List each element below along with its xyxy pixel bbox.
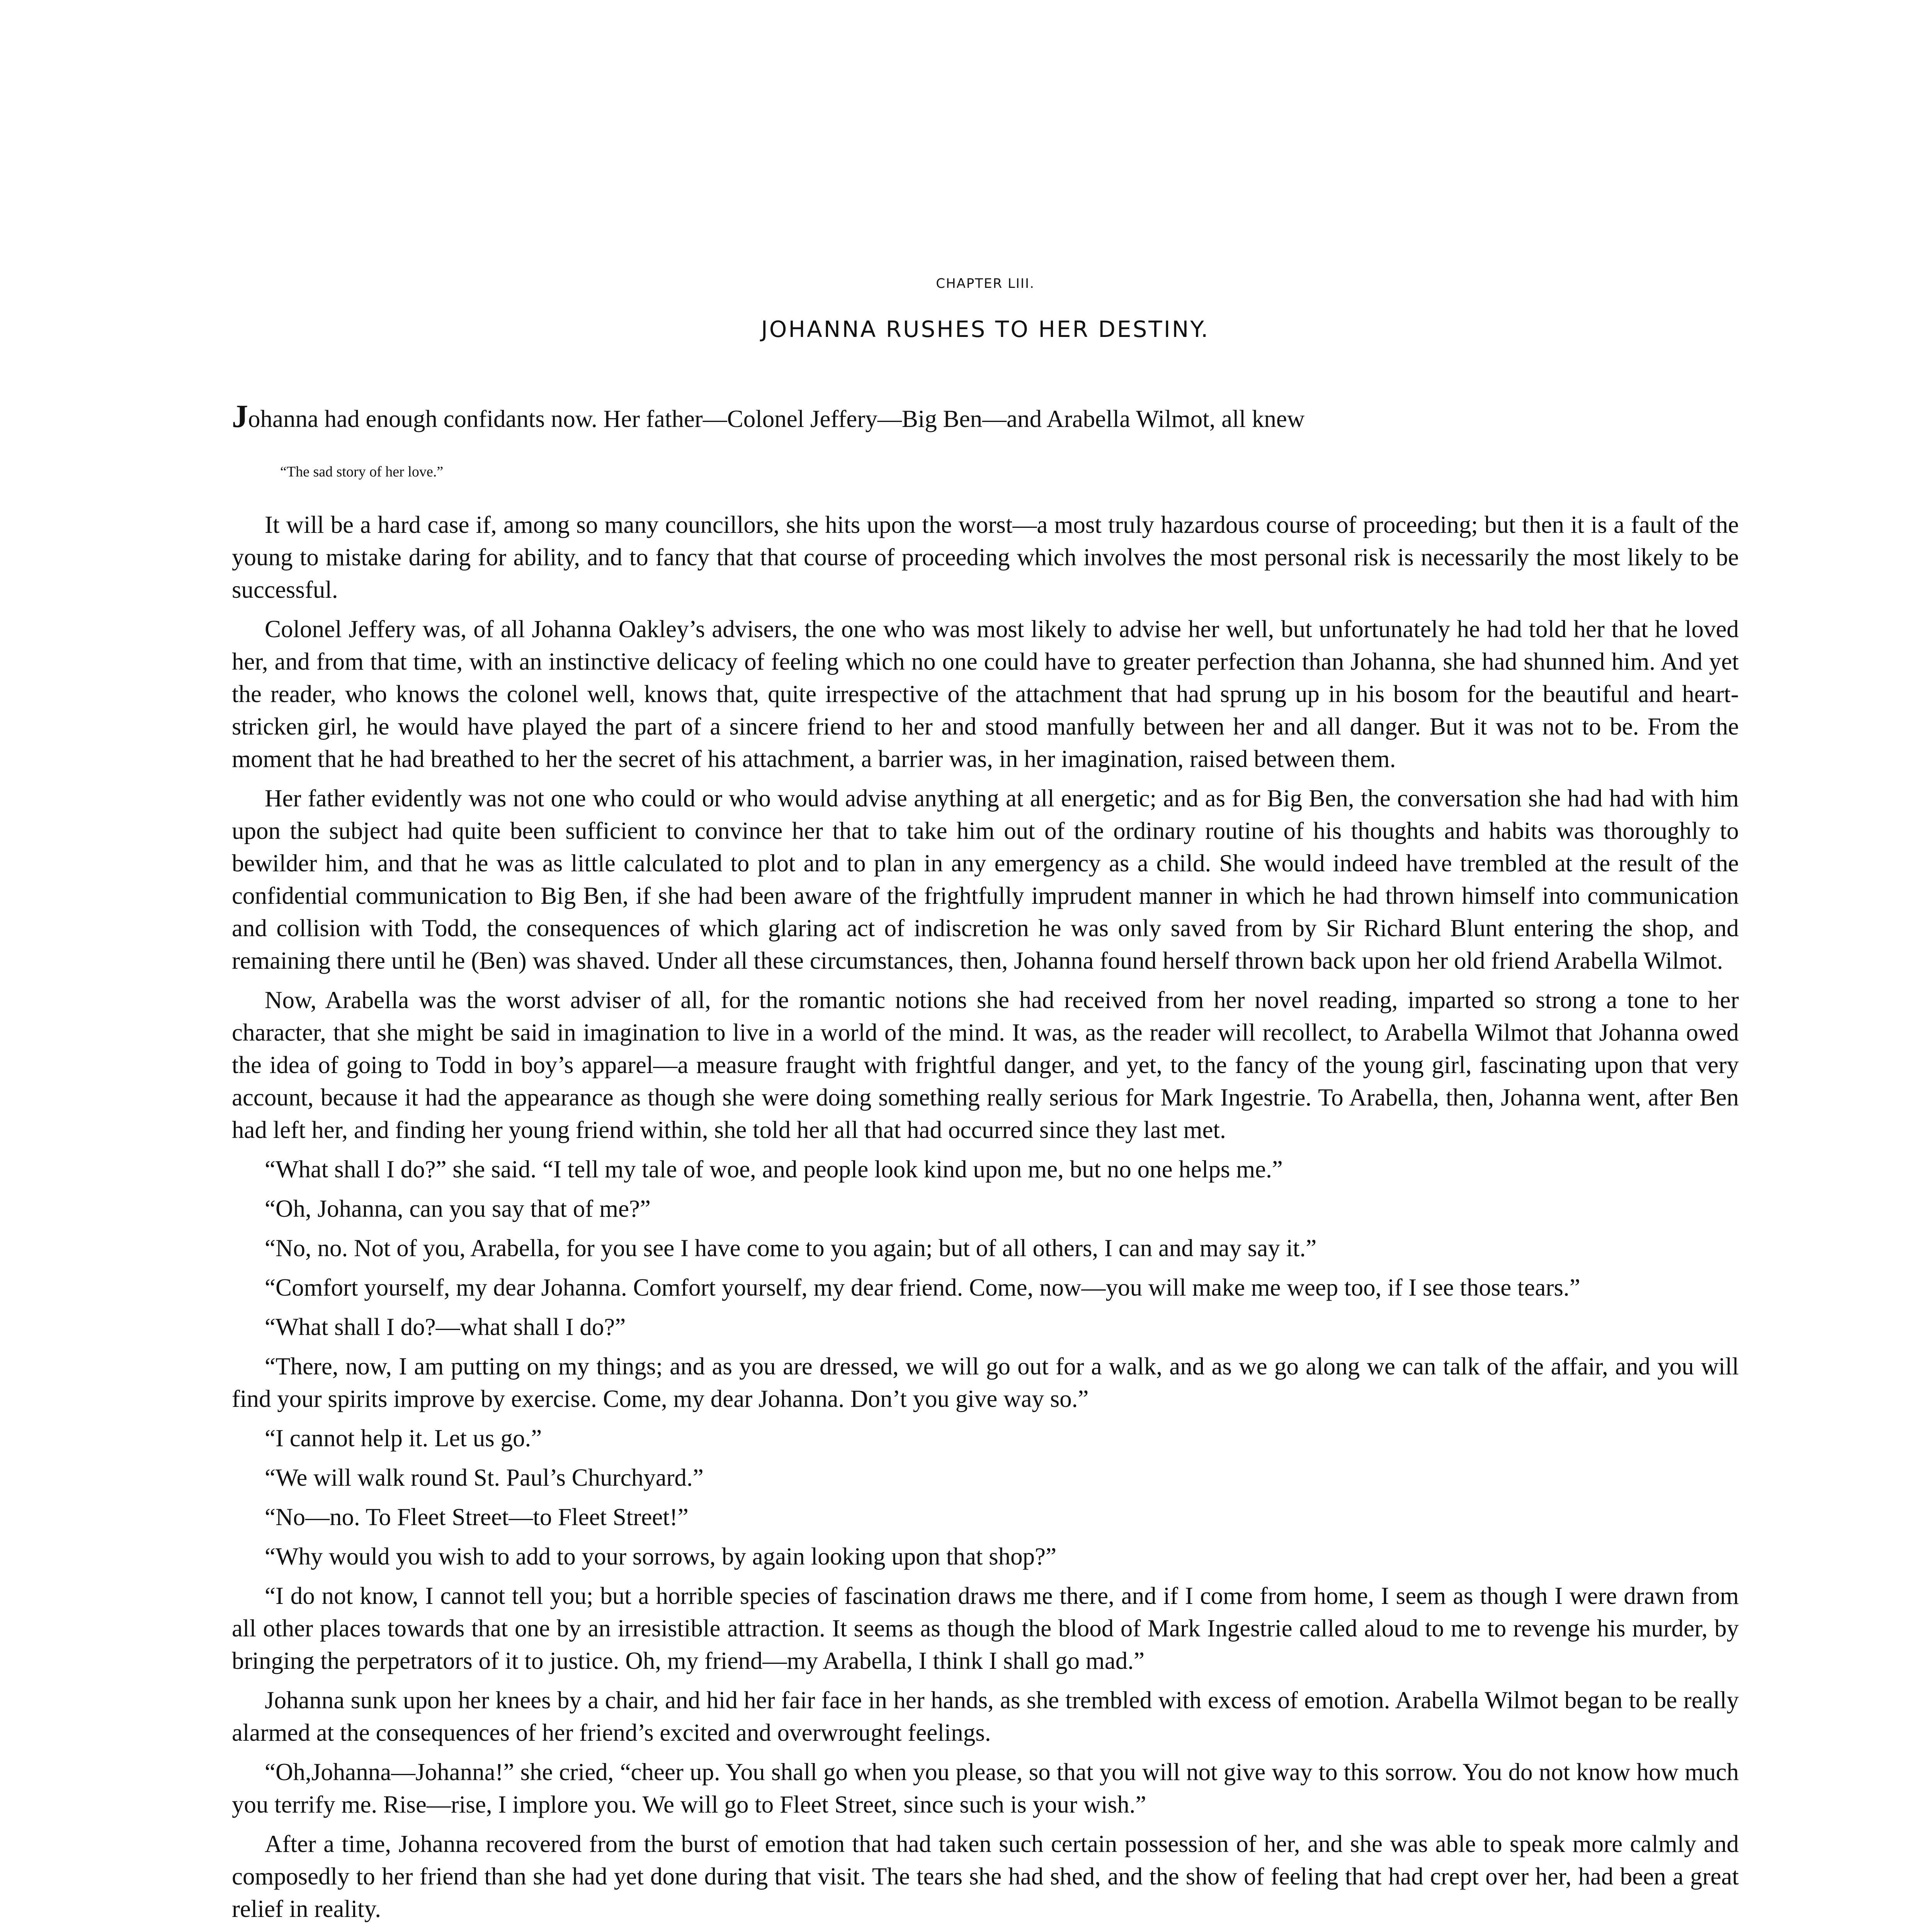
opening-text: ohanna had enough confidants now. Her father—Colonel Jeffery—Big Ben—and Arabella Wilmot, all knew — [248, 405, 1305, 432]
paragraph: “We will walk round St. Paul’s Churchyard.” — [265, 1464, 704, 1491]
paragraph: “I do not know, I cannot tell you; but a horrible species of fascination draws me there, and if I come from home, I seem as though I were drawn from all other places towards that one by an irresistible attraction. It seems as though the blood of Mark Ingestrie called aloud to me to revenge his murder, by bringing the perpetrators of it to justice. Oh, my friend—my Arabella, I think I shall go mad.” — [232, 1582, 1739, 1674]
chapter-body — [232, 400, 1739, 1932]
paragraph: Colonel Jeffery was, of all Johanna Oakley’s advisers, the one who was most likely to advise her well, but unfortunately he had told her that he loved her, and from that time, with an instinctive delicacy of feeling which no one could have to greater perfection than Johanna, she had shunned him. And yet the reader, who knows the colonel well, knows that, quite irrespective of the attachment that had sprung up in his bosom for the beautiful and heart-stricken girl, he would have played the part of a sincere friend to her and stood manfully between her and all danger. But it was not to be. From the moment that he had breathed to her the secret of his attachment, a barrier was, in her imagination, raised between them. — [232, 616, 1739, 772]
paragraph: It will be a hard case if, among so many councillors, she hits upon the worst—a most truly hazardous course of proceeding; but then it is a fault of the young to mistake daring for ability, and to fancy that that course of proceeding which involves the most personal risk is necessarily the most likely to be successful. — [232, 511, 1739, 603]
paragraph: “Oh, Johanna, can you say that of me?” — [265, 1195, 651, 1222]
paragraph: “Comfort yourself, my dear Johanna. Comfort yourself, my dear friend. Come, now—you will make me weep too, if I see those tears.” — [265, 1274, 1580, 1301]
paragraph: “There, now, I am putting on my things; and as you are dressed, we will go out for a walk, and as we go along we can talk of the affair, and you will find your spirits improve by exercise. Come, my dear Johanna. Don’t you give way so.” — [232, 1353, 1739, 1412]
block-quote: “The sad story of her love.” — [280, 464, 444, 480]
paragraph: “What shall I do?—what shall I do?” — [265, 1313, 626, 1340]
paragraph: “I cannot help it. Let us go.” — [265, 1425, 542, 1452]
paragraph: Her father evidently was not one who could or who would advise anything at all energetic; and as for Big Ben, the conversation she had had with him upon the subject had quite been sufficient to convince her that to take him out of the ordinary routine of his thoughts and habits was thoroughly to bewilder him, and that he was as little calculated to plot and to plan in any emergency as a child. She would indeed have trembled at the result of the confidential communication to Big Ben, if she had been aware of the frightfully imprudent manner in which he had thrown himself into communication and collision with Todd, the consequences of which glaring act of indiscretion he was only saved from by Sir Richard Blunt entering the shop, and remaining there until he (Ben) was shaved. Under all these circumstances, then, Johanna found herself thrown back upon her old friend Arabella Wilmot. — [232, 785, 1739, 974]
paragraph: “What shall I do?” she said. “I tell my tale of woe, and people look kind upon me, but no one helps me.” — [265, 1156, 1283, 1183]
opening-paragraph — [232, 400, 1739, 435]
paragraph: “No—no. To Fleet Street—to Fleet Street!” — [265, 1503, 689, 1531]
paragraph: “Why would you wish to add to your sorrows, by again looking upon that shop?” — [265, 1543, 1056, 1570]
paragraph: Now, Arabella was the worst adviser of all, for the romantic notions she had received from her novel reading, imparted so strong a tone to her character, that she might be said in imagination to live in a world of the mind. It was, as the reader will recollect, to Arabella Wilmot that Johanna owed the idea of going to Todd in boy’s apparel—a measure fraught with frightful danger, and yet, to the fancy of the young girl, fascinating upon that very account, because it had the appearance as though she were doing something really serious for Mark Ingestrie. To Arabella, then, Johanna went, after Ben had left her, and finding her young friend within, she told her all that had occurred since they last met. — [232, 986, 1739, 1143]
chapter-title: JOHANNA RUSHES TO HER DESTINY. — [761, 316, 1210, 342]
drop-cap: J — [232, 398, 248, 434]
paragraph: Johanna sunk upon her knees by a chair, and hid her fair face in her hands, as she trembled with excess of emotion. Arabella Wilmot began to be really alarmed at the consequences of her friend’s excited and overwrought feelings. — [232, 1687, 1739, 1746]
chapter-number: CHAPTER LIII. — [936, 276, 1035, 291]
paragraph: “Oh,Johanna—Johanna!” she cried, “cheer up. You shall go when you please, so that you will not give way to this sorrow. You do not know how much you terrify me. Rise—rise, I implore you. We will go to Fleet Street, since such is your wish.” — [232, 1759, 1739, 1818]
paragraph: “No, no. Not of you, Arabella, for you see I have come to you again; but of all others, I can and may say it.” — [265, 1235, 1317, 1262]
paragraph: After a time, Johanna recovered from the burst of emotion that had taken such certain possession of her, and she was able to speak more calmly and composedly to her friend than she had yet done during that visit. The tears she had shed, and the show of feeling that had crept over her, had been a great relief in reality. — [232, 1830, 1739, 1922]
